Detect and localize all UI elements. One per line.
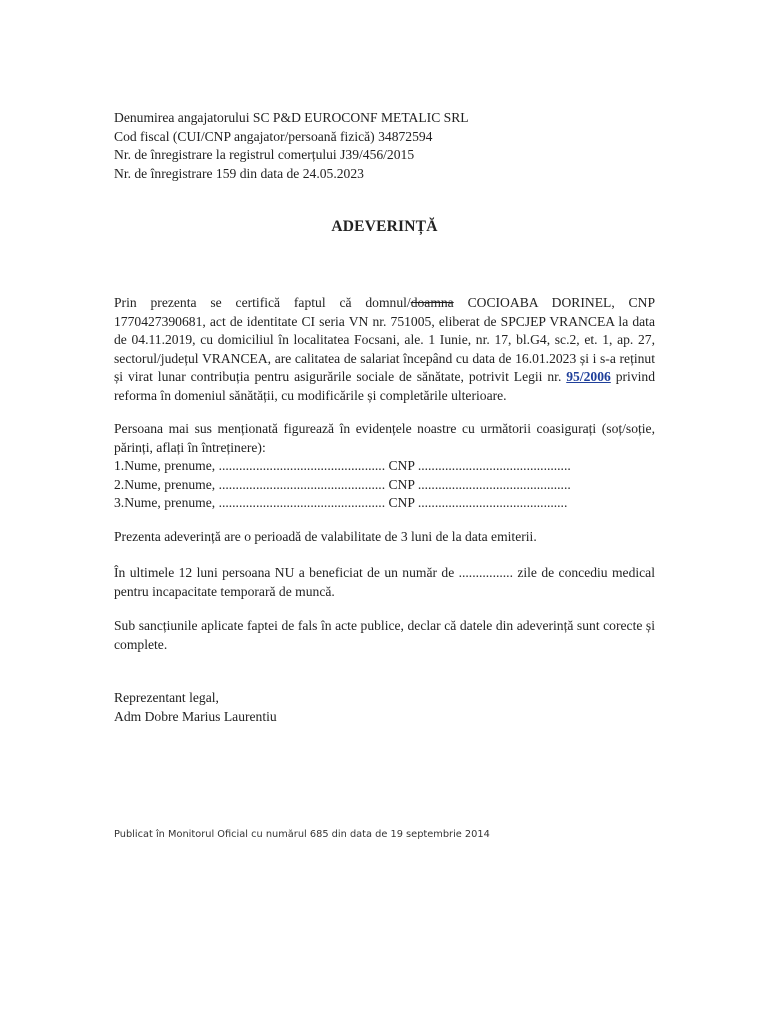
document-title: ADEVERINȚĂ — [331, 218, 438, 235]
employer-header — [114, 109, 469, 183]
certification-paragraph — [114, 294, 655, 405]
trade-register-number: Nr. de înregistrare la registrul comerțului J39/456/2015 — [114, 147, 415, 162]
certification-text-end: privind reforma în domeniul sănătății, cu modificările și completările ulterioare. — [114, 369, 655, 403]
coinsured-intro: Persoana mai sus menționată figurează în evidențele noastre cu următorii coasigurați (soț/soție, părinți, aflați în întreținere): — [114, 421, 655, 455]
medical-leave-paragraph: În ultimele 12 luni persoana NU a beneficiat de un număr de ................ zile de concediu medical pentru incapacitate temporară de muncă. — [114, 565, 655, 599]
coinsured-row: 1.Nume, prenume, ................................................. CNP ............................................. — [114, 458, 571, 473]
certification-text-start: Prin prezenta se certifică faptul că domnul/ — [114, 295, 411, 310]
signature-name: Adm Dobre Marius Laurentiu — [114, 708, 277, 724]
registration-number: Nr. de înregistrare 159 din data de 24.05.2023 — [114, 165, 364, 181]
signature-block — [114, 689, 277, 726]
coinsured-row: 2.Nume, prenume, ................................................. CNP ............................................. — [114, 476, 571, 492]
fiscal-code: Cod fiscal (CUI/CNP angajator/persoană fizică) 34872594 — [114, 128, 433, 144]
law-reference-link[interactable]: 95/2006 — [566, 369, 611, 384]
publication-footer: Publicat în Monitorul Oficial cu numărul 685 din data de 19 septembrie 2014 — [114, 829, 490, 840]
certification-text-middle: COCIOABA DORINEL, CNP 1770427390681, act de identitate CI seria VN nr. 751005, eliberat de SPCJEP VRANCEA la data de 04.11.2019, cu domiciliul în localitatea Focsani, ale. 1 Iunie, nr. 17, bl.G4, sc.2, et. 1, ap. 27, sectorul/județul VRANCEA, are calitatea de salariat începând cu data de 16.01.2023 și i s-a reținut și virat lunar contribuția pentru asigurările sociale de sănătate, potrivit Legii nr. — [114, 295, 656, 384]
coinsured-list — [114, 457, 571, 513]
validity-paragraph: Prezenta adeverință are o perioadă de valabilitate de 3 luni de la data emiterii. — [114, 529, 537, 544]
declaration-paragraph: Sub sancțiunile aplicate faptei de fals în acte publice, declar că datele din adeverință sunt corecte și complete. — [114, 618, 655, 652]
coinsured-row: 3.Nume, prenume, ................................................. CNP ............................................ — [114, 495, 568, 510]
struck-gender-word: doamna — [410, 295, 454, 310]
signature-role: Reprezentant legal, — [114, 690, 219, 705]
employer-name: Denumirea angajatorului SC P&D EUROCONF METALIC SRL — [114, 110, 469, 125]
